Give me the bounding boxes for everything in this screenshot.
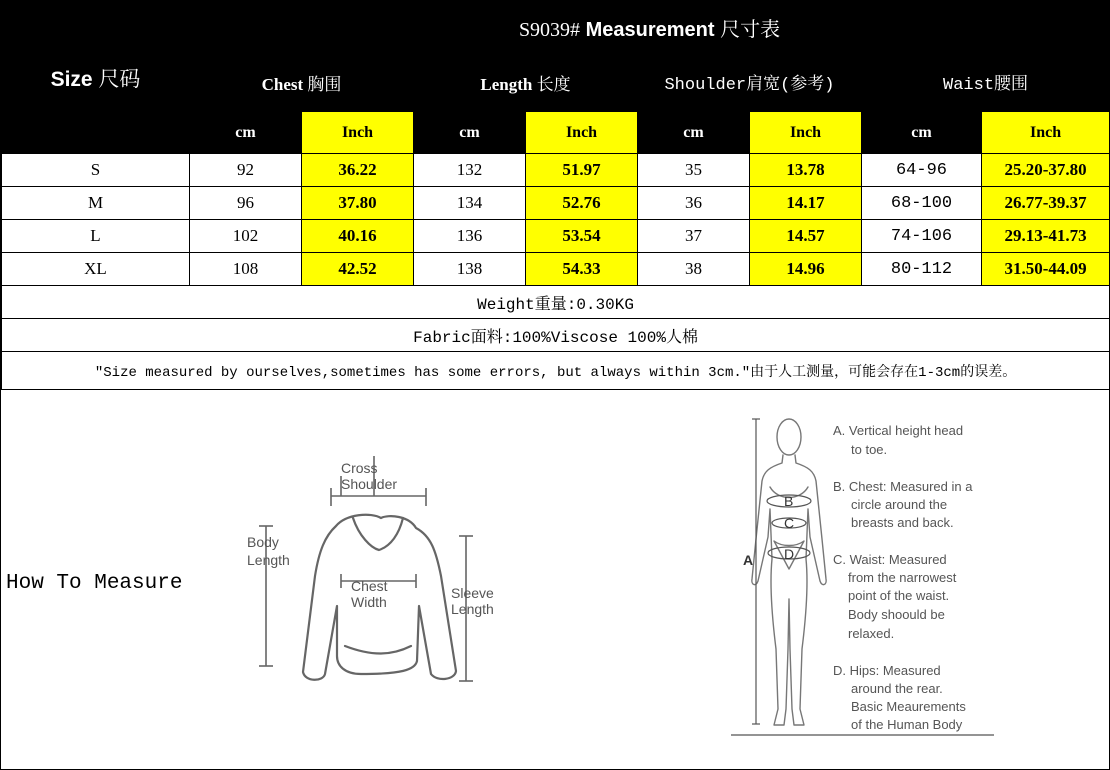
shirt-hem (345, 646, 411, 654)
title-bold: Measurement (585, 18, 715, 41)
legend-c: Body shoould be (848, 607, 945, 622)
chest-inch: 40.16 (302, 220, 414, 253)
measurement-note: "Size measured by ourselves,sometimes has some errors, but always within 3cm."由于人工测量，可能会存在1-3cm的误差。 (2, 352, 1110, 390)
group-length-cn: 长度 (536, 74, 571, 94)
group-shoulder-en: Shoulder (664, 76, 747, 95)
measure-legend (833, 423, 973, 732)
legend-d: D. Hips: Measured (833, 663, 941, 678)
chest-inch: 42.52 (302, 253, 414, 286)
waist-inch: 31.50-44.09 (982, 253, 1110, 286)
length-cm: 134 (414, 187, 526, 220)
shoulder-inch: 14.57 (750, 220, 862, 253)
chest-cm: 96 (190, 187, 302, 220)
title-code: S9039# (518, 18, 581, 41)
waist-cm: 64-96 (862, 154, 982, 187)
length-inch: 52.76 (526, 187, 638, 220)
chest-width-label: Chest (351, 578, 388, 594)
sleeve-length-label: Sleeve (451, 585, 494, 601)
length-inch: 53.54 (526, 220, 638, 253)
body-length-label: Length (247, 552, 290, 568)
figure-label-c: C (784, 515, 795, 531)
body-measure-diagram (726, 409, 996, 739)
legend-a: A. Vertical height head (833, 423, 964, 438)
size-table (1, 1, 1110, 390)
how-to-measure-label: How To Measure (6, 572, 183, 595)
waist-cm: 74-106 (862, 220, 982, 253)
length-cm: 132 (414, 154, 526, 187)
unit-cm: cm (638, 112, 750, 154)
chest-cm: 92 (190, 154, 302, 187)
legend-d: Basic Meaurements (851, 699, 966, 714)
group-waist-en: Waist (943, 76, 995, 95)
title-cn: 尺寸表 (720, 18, 781, 41)
group-chest-en: Chest (261, 74, 304, 94)
group-chest (190, 53, 414, 112)
table-row (2, 187, 1110, 220)
shoulder-cm: 37 (638, 220, 750, 253)
fabric-info: Fabric面料:100%Viscose 100%人棉 (2, 319, 1110, 352)
figure-head (777, 419, 801, 455)
shoulder-cm: 36 (638, 187, 750, 220)
group-shoulder-cn: 肩宽(参考) (746, 76, 835, 95)
sleeve-length-label: Length (451, 601, 494, 617)
group-waist-cn: 腰围 (994, 76, 1029, 95)
table-row (2, 220, 1110, 253)
unit-inch: Inch (750, 112, 862, 154)
size-header-en: Size (50, 67, 93, 91)
figure-label-d: D (784, 546, 795, 562)
size-cell: L (2, 220, 190, 253)
length-cm: 138 (414, 253, 526, 286)
shirt-neckline (353, 518, 403, 550)
waist-inch: 29.13-41.73 (982, 220, 1110, 253)
size-cell: M (2, 187, 190, 220)
size-cell: S (2, 154, 190, 187)
legend-d: around the rear. (851, 681, 943, 696)
group-length (414, 53, 638, 112)
unit-cm: cm (862, 112, 982, 154)
unit-inch: Inch (982, 112, 1110, 154)
size-header-cn: 尺码 (98, 67, 141, 91)
shoulder-inch: 13.78 (750, 154, 862, 187)
table-row (2, 253, 1110, 286)
chest-inch: 36.22 (302, 154, 414, 187)
shoulder-inch: 14.96 (750, 253, 862, 286)
chest-cm: 108 (190, 253, 302, 286)
legend-c: relaxed. (848, 626, 895, 641)
chest-cm: 102 (190, 220, 302, 253)
waist-cm: 80-112 (862, 253, 982, 286)
size-header (2, 2, 190, 154)
length-cm: 136 (414, 220, 526, 253)
figure-label-a: A (743, 552, 754, 568)
table-row (2, 154, 1110, 187)
legend-b: circle around the (851, 497, 948, 512)
size-cell: XL (2, 253, 190, 286)
cross-shoulder-label: Cross (341, 460, 378, 476)
length-inch: 51.97 (526, 154, 638, 187)
shoulder-cm: 35 (638, 154, 750, 187)
waist-inch: 25.20-37.80 (982, 154, 1110, 187)
length-inch: 54.33 (526, 253, 638, 286)
legend-d: of the Human Body (851, 717, 963, 732)
unit-inch: Inch (526, 112, 638, 154)
waist-cm: 68-100 (862, 187, 982, 220)
chart-title (190, 2, 1110, 53)
shoulder-cm: 38 (638, 253, 750, 286)
group-length-en: Length (480, 74, 533, 94)
legend-c: point of the waist. (848, 588, 950, 603)
figure-label-b: B (784, 493, 794, 509)
group-shoulder (638, 53, 862, 112)
cross-shoulder-label: Shoulder (341, 476, 398, 492)
group-waist (862, 53, 1110, 112)
unit-inch: Inch (302, 112, 414, 154)
legend-b: breasts and back. (851, 515, 954, 530)
legend-b: B. Chest: Measured in a (833, 479, 973, 494)
group-chest-cn: 胸围 (307, 74, 342, 94)
chest-width-label: Width (351, 594, 387, 610)
chest-inch: 37.80 (302, 187, 414, 220)
unit-cm: cm (190, 112, 302, 154)
shoulder-inch: 14.17 (750, 187, 862, 220)
unit-cm: cm (414, 112, 526, 154)
legend-c: from the narrowest (848, 570, 957, 585)
legend-a: to toe. (851, 442, 888, 457)
legend-c: C. Waist: Measured (833, 552, 947, 567)
shirt-measure-diagram (241, 456, 511, 696)
weight-info: Weight重量:0.30KG (2, 286, 1110, 319)
waist-inch: 26.77-39.37 (982, 187, 1110, 220)
body-length-label: Body (247, 534, 279, 550)
